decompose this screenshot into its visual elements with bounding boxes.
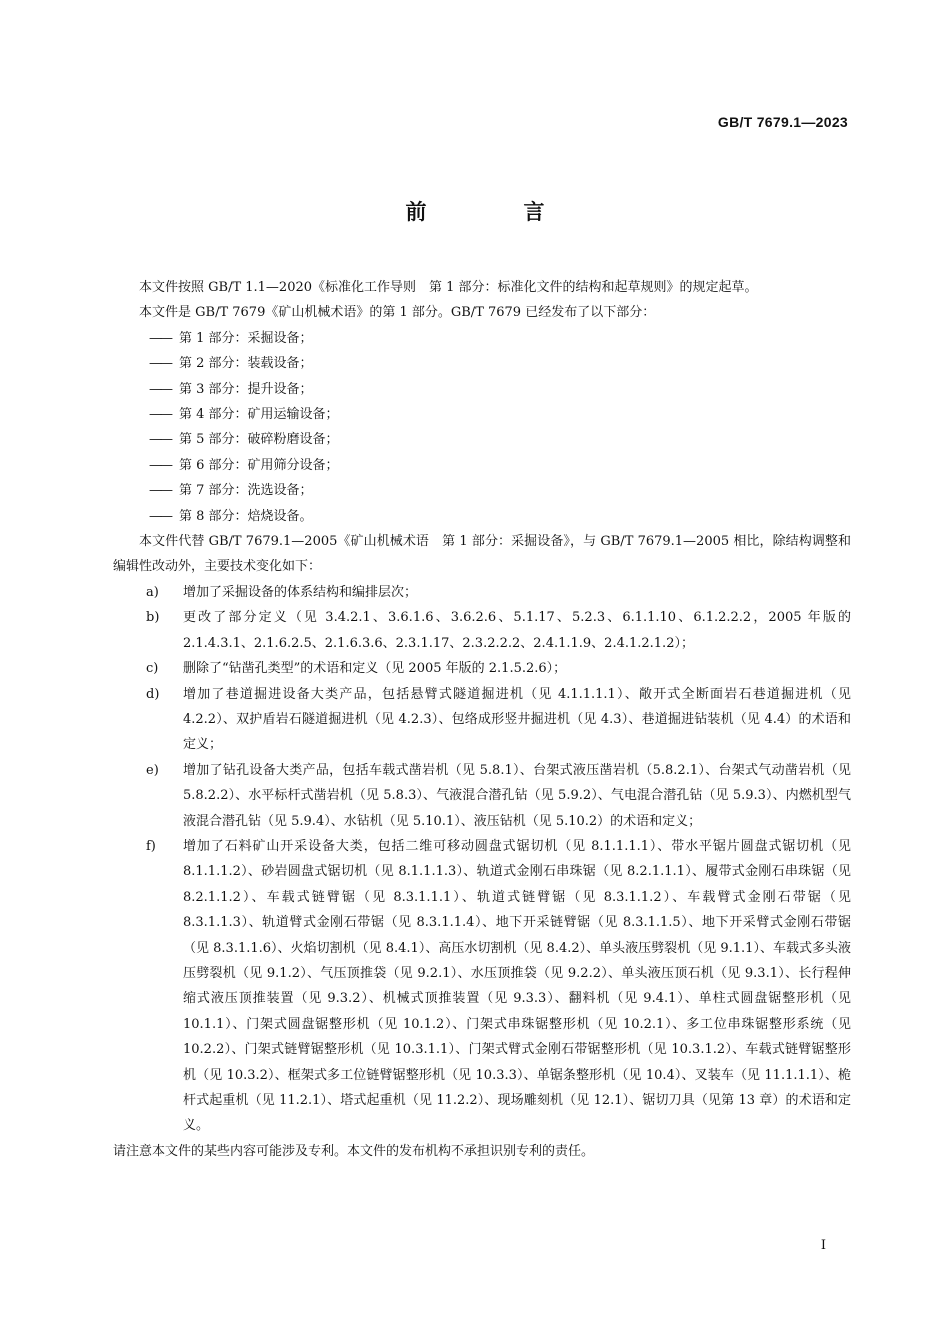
item-text: 增加了石料矿山开采设备大类，包括二维可移动圆盘式锯切机（见 8.1.1.1.1）、带水平锯片圆盘式锯切机（见 8.1.1.1.2）、砂岩圆盘式锯切机（见 8.1.1.1.3）、轨道式金刚石串珠锯（见 8.2.1.1.1）、履带式金刚石串珠锯（见 8.2.1.1.2）、车载式链臂锯（见 8.3.1.1.1）、轨道式链臂锯（见 8.3.1.1.2）、车载臂式金刚石带锯（见 8.3.1.1.3）、轨道臂式金刚石带锯（见 8.3.1.1.4）、地下开采链臂锯（见 8.3.1.1.5）、地下开采臂式金刚石带锯（见 8.3.1.1.6）、火焰切割机（见 8.4.1）、高压水切割机（见 8.4.2）、单头液压劈裂机（见 9.1.1）、车载式多头液压劈裂机（见 9.1.2）、气压顶推袋（见 9.2.1）、水压顶推袋（见 9.2.2）、单头液压顶石机（见 9.3.1）、长行程伸缩式液压顶推装置（见 9.3.2）、机械式顶推装置（见 9.3.3）、翻料机（见 9.4.1）、单柱式圆盘锯整形机（见 10.1.1）、门架式圆盘锯整形机（见 10.1.2）、门架式串珠锯整形机（见 10.2.1）、多工位串珠锯整形系统（见 10.2.2）、门架式链臂锯整形机（见 10.3.1.1）、门架式臂式金刚石带锯整形机（见 10.3.1.2）、车载式链臂锯整形机（见 10.3.2）、框架式多工位链臂锯整形机（见 10.3.3）、单锯条整形机（见 10.4）、叉装车（见 11.1.1.1）、桅杆式起重机（见 11.2.1）、塔式起重机（见 11.2.2）、现场雕刻机（见 12.1）、锯切刀具（见第 13 章）的术语和定义。 (183, 838, 851, 1134)
item-label: e) (146, 762, 159, 778)
paragraph-replacement: 本文件代替 GB/T 7679.1—2005《矿山机械术语 第 1 部分：采掘设备》，与 GB/T 7679.1—2005 相比，除结构调整和编辑性改动外，主要技术变化如下： (113, 534, 851, 575)
change-item (113, 834, 851, 1139)
change-item (113, 580, 851, 605)
change-item (113, 656, 851, 681)
list-item: —— 第 5 部分：破碎粉磨设备； (113, 427, 851, 452)
list-item: —— 第 4 部分：矿用运输设备； (113, 402, 851, 427)
paragraph-series-intro: 本文件是 GB/T 7679《矿山机械术语》的第 1 部分。GB/T 7679 已经发布了以下部分： (139, 305, 656, 321)
item-text: 增加了巷道掘进设备大类产品，包括悬臂式隧道掘进机（见 4.1.1.1.1）、敞开式全断面岩石巷道掘进机（见 4.2.2）、双护盾岩石隧道掘进机（见 4.2.3）、包络成形竖井掘进机（见 4.3）、巷道掘进钻装机（见 4.4）的术语和定义； (183, 686, 851, 753)
item-label: c) (146, 661, 159, 677)
page-title: 前 言 (405, 200, 583, 224)
item-label: f) (146, 838, 156, 854)
foreword-body (113, 275, 851, 1164)
item-text: 删除了“钻凿孔类型”的术语和定义（见 2005 年版的 2.1.5.2.6）； (183, 661, 567, 677)
change-item (113, 758, 851, 834)
change-item (113, 605, 851, 656)
page-number: I (820, 1238, 826, 1253)
dash-mark: —— (149, 381, 171, 397)
item-label: b) (146, 610, 160, 626)
item-text: 增加了钻孔设备大类产品，包括车载式凿岩机（见 5.8.1）、台架式液压凿岩机（5.8.2.1）、台架式气动凿岩机（见 5.8.2.2）、水平标杆式凿岩机（见 5.8.3）、气液混合潜孔钻（见 5.9.2）、气电混合潜孔钻（见 5.9.3）、内燃机型气液混合潜孔钻（见 5.9.4）、水钻机（见 5.10.1）、液压钻机（见 5.10.2）的术语和定义； (183, 762, 851, 829)
list-item: —— 第 1 部分：采掘设备； (113, 326, 851, 351)
list-item: —— 第 6 部分：矿用筛分设备； (113, 453, 851, 478)
patent-notice: 请注意本文件的某些内容可能涉及专利。本文件的发布机构不承担识别专利的责任。 (113, 1143, 595, 1159)
dash-mark: —— (149, 356, 171, 372)
list-item: —— 第 8 部分：焙烧设备。 (113, 504, 851, 529)
parts-list (113, 326, 851, 529)
item-label: a) (146, 584, 159, 600)
dash-mark: —— (149, 508, 171, 524)
item-label: d) (146, 686, 160, 702)
dash-mark: —— (149, 457, 171, 473)
list-item: —— 第 7 部分：洗选设备； (113, 478, 851, 503)
item-text: 增加了采掘设备的体系结构和编排层次； (183, 584, 418, 600)
change-item (113, 682, 851, 758)
dash-mark: —— (149, 330, 171, 346)
dash-mark: —— (149, 432, 171, 448)
list-item: —— 第 2 部分：装载设备； (113, 351, 851, 376)
dash-mark: —— (149, 407, 171, 423)
item-text: 更改了部分定义（见 3.4.2.1、3.6.1.6、3.6.2.6、5.1.17、5.2.3、6.1.1.10、6.1.2.2.2，2005 年版的 2.1.4.3.1、2.1.6.2.5、2.1.6.3.6、2.3.1.17、2.3.2.2.2、2.4.1.1.9、2.4.1.2.1.2）； (183, 610, 851, 651)
dash-mark: —— (149, 483, 171, 499)
paragraph-drafting-rules: 本文件按照 GB/T 1.1—2020《标准化工作导则 第 1 部分：标准化文件的结构和起草规则》的规定起草。 (139, 280, 758, 295)
list-item: —— 第 3 部分：提升设备； (113, 377, 851, 402)
changes-list (113, 580, 851, 1139)
standard-code: GB/T 7679.1—2023 (717, 114, 848, 130)
